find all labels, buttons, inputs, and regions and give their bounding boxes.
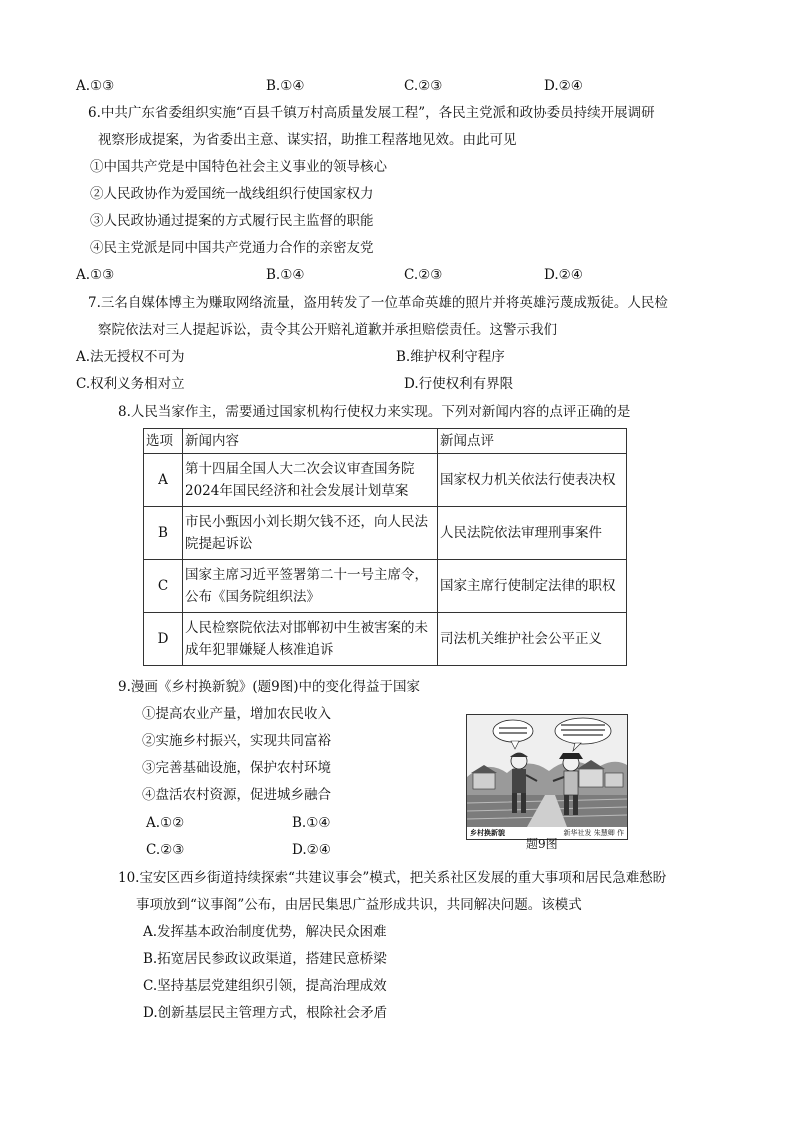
table-row[interactable] <box>144 454 627 507</box>
q6-option-b[interactable]: B.①④ <box>266 267 305 283</box>
q8-table-header <box>144 429 627 454</box>
q6-item-4: ④民主党派是同中国共产党通力合作的亲密友党 <box>90 240 374 256</box>
table-row[interactable] <box>144 613 627 666</box>
q5-options <box>76 77 676 95</box>
q7-option-b[interactable]: B.维护权利守程序 <box>396 349 505 365</box>
q7-option-d[interactable]: D.行使权利有界限 <box>404 376 514 392</box>
q10-option-a[interactable]: A.发挥基本政治制度优势，解决民众困难 <box>143 924 387 940</box>
row-option: A <box>144 454 183 507</box>
q6-stem-line2: 视察形成提案，为省委出主意、谋实招，助推工程落地见效。由此可见 <box>98 132 517 148</box>
q7-stem-line2: 察院依法对三人提起诉讼，责令其公开赔礼道歉并承担赔偿责任。这警示我们 <box>98 322 557 338</box>
q9-option-a[interactable]: A.①② <box>146 815 185 831</box>
q9-option-d[interactable]: D.②④ <box>292 842 331 858</box>
q8-news-table <box>143 428 627 666</box>
row-option: D <box>144 613 183 666</box>
q6-item-1: ①中国共产党是中国特色社会主义事业的领导核心 <box>90 159 387 175</box>
row-comment: 人民法院依法审理刑事案件 <box>438 507 627 560</box>
row-content: 市民小甄因小刘长期欠钱不还，向人民法院提起诉讼 <box>183 507 438 560</box>
q6-option-a[interactable]: A.①③ <box>76 267 115 283</box>
q6-options <box>76 266 676 284</box>
row-comment: 国家权力机关依法行使表决权 <box>438 454 627 507</box>
row-content: 人民检察院依法对邯郸初中生被害案的未成年犯罪嫌疑人核准追诉 <box>183 613 438 666</box>
cartoon-title: 乡村换新貌 <box>470 828 505 837</box>
header-comment: 新闻点评 <box>438 429 627 454</box>
q10-stem-line1: 10.宝安区西乡街道持续探索“共建议事会”模式，把关系社区发展的重大事项和居民急难愁盼 <box>118 870 667 886</box>
q5-option-b[interactable]: B.①④ <box>266 78 305 94</box>
q10-option-c[interactable]: C.坚持基层党建组织引领，提高治理成效 <box>143 978 387 994</box>
q9-figure-caption: 题9图 <box>526 837 558 851</box>
row-comment: 司法机关维护社会公平正义 <box>438 613 627 666</box>
q9-stem: 9.漫画《乡村换新貌》(题9图)中的变化得益于国家 <box>118 679 421 695</box>
q9-cartoon-image <box>466 714 628 840</box>
row-comment: 国家主席行使制定法律的职权 <box>438 560 627 613</box>
q6-stem-line1: 6.中共广东省委组织实施“百县千镇万村高质量发展工程”，各民主党派和政协委员持续开展调研 <box>88 105 655 121</box>
q6-option-c[interactable]: C.②③ <box>404 267 443 283</box>
cartoon-illustration <box>467 715 627 839</box>
row-option: C <box>144 560 183 613</box>
q5-option-a[interactable]: A.①③ <box>76 78 115 94</box>
q8-stem: 8.人民当家作主，需要通过国家机构行使权力来实现。下列对新闻内容的点评正确的是 <box>118 404 631 420</box>
table-row[interactable] <box>144 560 627 613</box>
q6-item-2: ②人民政协作为爱国统一战线组织行使国家权力 <box>90 186 374 202</box>
q5-option-d[interactable]: D.②④ <box>544 78 583 94</box>
row-option: B <box>144 507 183 560</box>
q6-option-d[interactable]: D.②④ <box>544 267 583 283</box>
table-row[interactable] <box>144 507 627 560</box>
q7-option-a[interactable]: A.法无授权不可为 <box>76 349 185 365</box>
row-content: 第十四届全国人大二次会议审查国务院2024年国民经济和社会发展计划草案 <box>183 454 438 507</box>
q9-option-c[interactable]: C.②③ <box>146 842 185 858</box>
q5-option-c[interactable]: C.②③ <box>404 78 443 94</box>
header-content: 新闻内容 <box>183 429 438 454</box>
header-option: 选项 <box>144 429 183 454</box>
q9-option-b[interactable]: B.①④ <box>292 815 331 831</box>
cartoon-credit: 新华社发 朱慧卿 作 <box>563 829 624 837</box>
q10-stem-line2: 事项放到“议事阁”公布，由居民集思广益形成共识，共同解决问题。该模式 <box>136 897 582 913</box>
q9-item-2: ②实施乡村振兴，实现共同富裕 <box>142 733 331 749</box>
q10-option-b[interactable]: B.拓宽居民参政议政渠道，搭建民意桥梁 <box>143 951 387 967</box>
q10-option-d[interactable]: D.创新基层民主管理方式，根除社会矛盾 <box>143 1005 388 1021</box>
row-content: 国家主席习近平签署第二十一号主席令，公布《国务院组织法》 <box>183 560 438 613</box>
q9-item-3: ③完善基础设施，保护农村环境 <box>142 760 331 776</box>
q7-option-c[interactable]: C.权利义务相对立 <box>76 376 185 392</box>
q9-item-1: ①提高农业产量，增加农民收入 <box>142 706 331 722</box>
q7-stem-line1: 7.三名自媒体博主为赚取网络流量，盗用转发了一位革命英雄的照片并将英雄污蔑成叛徒。人民检 <box>88 295 668 311</box>
q9-item-4: ④盘活农村资源，促进城乡融合 <box>142 787 331 803</box>
q6-item-3: ③人民政协通过提案的方式履行民主监督的职能 <box>90 213 374 229</box>
